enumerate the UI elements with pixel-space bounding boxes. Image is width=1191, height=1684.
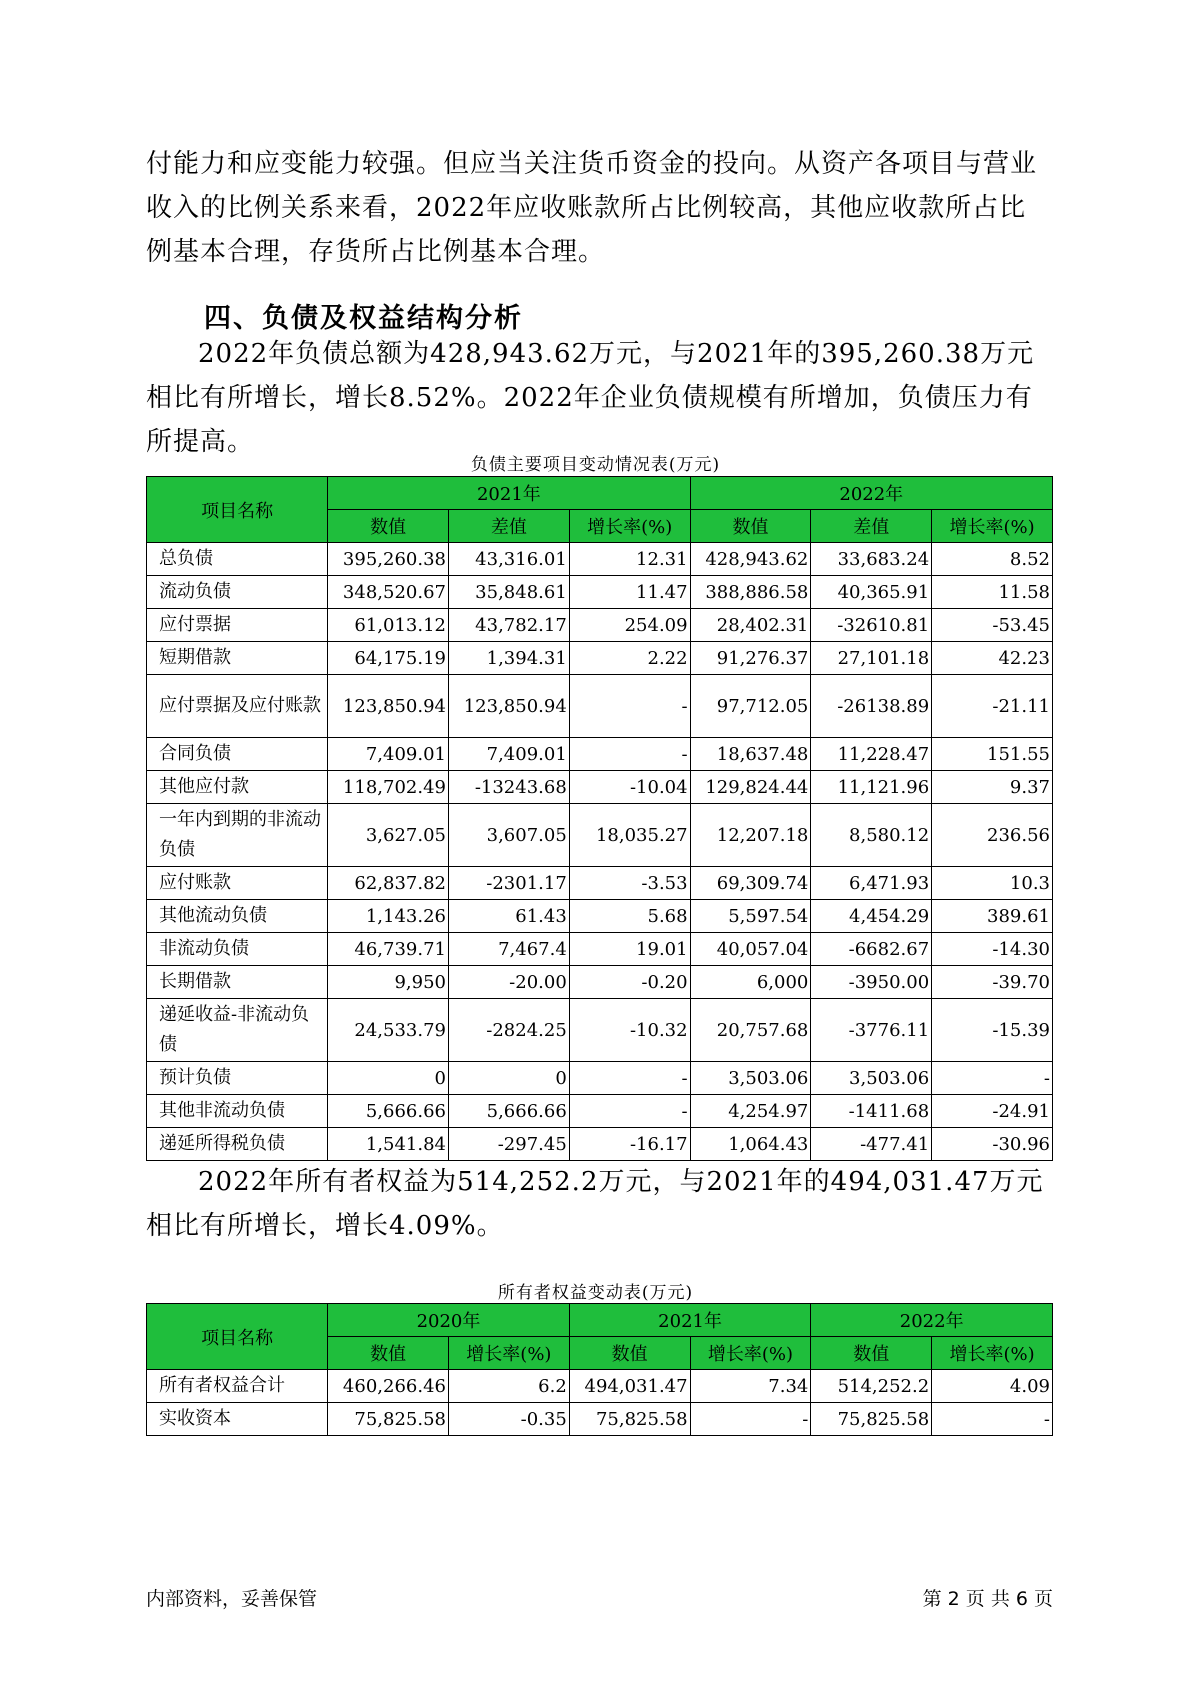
row-value-cell: 6,471.93: [811, 867, 932, 900]
row-item-name: 其他应付款: [147, 771, 328, 804]
footer-confidential-note: 内部资料，妥善保管: [146, 1588, 318, 1610]
row-value-cell: 97,712.05: [690, 675, 811, 738]
row-value-cell: 5,666.66: [328, 1095, 449, 1128]
row-item-name: 实收资本: [147, 1403, 328, 1436]
row-value-cell: 1,394.31: [448, 642, 569, 675]
row-item-name: 所有者权益合计: [147, 1370, 328, 1403]
row-value-cell: 395,260.38: [328, 543, 449, 576]
row-value-cell: -14.30: [932, 933, 1053, 966]
sub-header: 增长率(%): [932, 510, 1053, 543]
row-value-cell: 1,541.84: [328, 1128, 449, 1161]
row-value-cell: 389.61: [932, 900, 1053, 933]
row-value-cell: 460,266.46: [328, 1370, 449, 1403]
row-value-cell: 7,409.01: [448, 738, 569, 771]
row-value-cell: -21.11: [932, 675, 1053, 738]
row-value-cell: 4.09: [932, 1370, 1053, 1403]
row-value-cell: 4,254.97: [690, 1095, 811, 1128]
sub-header: 增长率(%): [448, 1337, 569, 1370]
row-value-cell: -: [932, 1403, 1053, 1436]
row-value-cell: -: [569, 1062, 690, 1095]
year-header: 2020年: [328, 1304, 570, 1337]
row-value-cell: 494,031.47: [569, 1370, 690, 1403]
row-value-cell: -13243.68: [448, 771, 569, 804]
row-value-cell: 236.56: [932, 804, 1053, 867]
row-value-cell: 20,757.68: [690, 999, 811, 1062]
sub-header: 数值: [811, 1337, 932, 1370]
table-row: [147, 576, 1053, 609]
row-value-cell: 91,276.37: [690, 642, 811, 675]
row-item-name: 其他流动负债: [147, 900, 328, 933]
sub-header: 差值: [811, 510, 932, 543]
equity-table: [146, 1303, 1053, 1436]
row-value-cell: 0: [448, 1062, 569, 1095]
row-item-name: 总负债: [147, 543, 328, 576]
year-header: 2022年: [690, 477, 1052, 510]
row-value-cell: -: [932, 1062, 1053, 1095]
year-header: 2022年: [811, 1304, 1053, 1337]
table-row: [147, 1062, 1053, 1095]
table-row: [147, 966, 1053, 999]
row-item-name: 非流动负债: [147, 933, 328, 966]
row-value-cell: 5,666.66: [448, 1095, 569, 1128]
row-value-cell: 118,702.49: [328, 771, 449, 804]
row-item-name: 应付票据及应付账款: [147, 675, 328, 738]
row-item-name: 其他非流动负债: [147, 1095, 328, 1128]
table-row: [147, 1370, 1053, 1403]
row-value-cell: 151.55: [932, 738, 1053, 771]
year-header: 2021年: [569, 1304, 811, 1337]
table-row: [147, 999, 1053, 1062]
table-row: [147, 738, 1053, 771]
table-row: [147, 642, 1053, 675]
row-value-cell: -3.53: [569, 867, 690, 900]
row-value-cell: 6,000: [690, 966, 811, 999]
row-value-cell: -20.00: [448, 966, 569, 999]
row-value-cell: 8,580.12: [811, 804, 932, 867]
table-row: [147, 609, 1053, 642]
row-value-cell: 75,825.58: [328, 1403, 449, 1436]
row-value-cell: -39.70: [932, 966, 1053, 999]
table-row: [147, 933, 1053, 966]
row-value-cell: 3,627.05: [328, 804, 449, 867]
table-row: [147, 1128, 1053, 1161]
table-row: [147, 867, 1053, 900]
row-value-cell: 388,886.58: [690, 576, 811, 609]
table-row: [147, 1403, 1053, 1436]
table-row: [147, 900, 1053, 933]
sub-header: 增长率(%): [690, 1337, 811, 1370]
liability-paragraph: 2022年负债总额为428,943.62万元，与2021年的395,260.38万元相比有所增长，增长8.52%。2022年企业负债规模有所增加，负债压力有所提高。: [146, 339, 1035, 457]
row-value-cell: -6682.67: [811, 933, 932, 966]
row-value-cell: 35,848.61: [448, 576, 569, 609]
row-value-cell: 43,782.17: [448, 609, 569, 642]
row-value-cell: -2824.25: [448, 999, 569, 1062]
sub-header: 增长率(%): [569, 510, 690, 543]
row-value-cell: 43,316.01: [448, 543, 569, 576]
row-value-cell: -: [569, 738, 690, 771]
row-value-cell: 11.58: [932, 576, 1053, 609]
table-row: [147, 771, 1053, 804]
row-value-cell: 123,850.94: [448, 675, 569, 738]
sub-header: 增长率(%): [932, 1337, 1053, 1370]
sub-header: 差值: [448, 510, 569, 543]
row-value-cell: -15.39: [932, 999, 1053, 1062]
row-value-cell: -2301.17: [448, 867, 569, 900]
row-value-cell: 3,607.05: [448, 804, 569, 867]
row-item-name: 递延收益-非流动负债: [147, 999, 328, 1062]
row-value-cell: 1,064.43: [690, 1128, 811, 1161]
equity-paragraph: 2022年所有者权益为514,252.2万元，与2021年的494,031.47万元相比有所增长，增长4.09%。: [146, 1167, 1044, 1241]
row-value-cell: -30.96: [932, 1128, 1053, 1161]
row-value-cell: 61.43: [448, 900, 569, 933]
row-value-cell: 129,824.44: [690, 771, 811, 804]
row-value-cell: 61,013.12: [328, 609, 449, 642]
sub-header: 数值: [328, 510, 449, 543]
row-value-cell: -26138.89: [811, 675, 932, 738]
row-value-cell: 62,837.82: [328, 867, 449, 900]
year-header: 2021年: [328, 477, 690, 510]
row-value-cell: 28,402.31: [690, 609, 811, 642]
row-value-cell: 6.2: [448, 1370, 569, 1403]
row-value-cell: 33,683.24: [811, 543, 932, 576]
row-value-cell: 40,365.91: [811, 576, 932, 609]
row-value-cell: 19.01: [569, 933, 690, 966]
row-value-cell: 46,739.71: [328, 933, 449, 966]
sub-header: 数值: [690, 510, 811, 543]
row-value-cell: 11,228.47: [811, 738, 932, 771]
row-value-cell: -0.35: [448, 1403, 569, 1436]
row-value-cell: -297.45: [448, 1128, 569, 1161]
row-item-name: 递延所得税负债: [147, 1128, 328, 1161]
row-value-cell: 12.31: [569, 543, 690, 576]
row-value-cell: 5,597.54: [690, 900, 811, 933]
row-value-cell: 10.3: [932, 867, 1053, 900]
row-value-cell: 3,503.06: [811, 1062, 932, 1095]
row-value-cell: -3950.00: [811, 966, 932, 999]
liability-table-caption: 负债主要项目变动情况表(万元): [470, 455, 721, 475]
table-row: [147, 675, 1053, 738]
row-value-cell: 348,520.67: [328, 576, 449, 609]
row-value-cell: 69,309.74: [690, 867, 811, 900]
row-value-cell: 42.23: [932, 642, 1053, 675]
row-value-cell: -3776.11: [811, 999, 932, 1062]
row-value-cell: -1411.68: [811, 1095, 932, 1128]
row-value-cell: -: [569, 1095, 690, 1128]
row-value-cell: 514,252.2: [811, 1370, 932, 1403]
row-value-cell: -477.41: [811, 1128, 932, 1161]
row-value-cell: 254.09: [569, 609, 690, 642]
row-value-cell: -0.20: [569, 966, 690, 999]
row-item-name: 一年内到期的非流动负债: [147, 804, 328, 867]
section-heading: 四、负债及权益结构分析: [204, 303, 523, 334]
row-value-cell: 2.22: [569, 642, 690, 675]
table-row: [147, 543, 1053, 576]
row-value-cell: -: [690, 1403, 811, 1436]
row-value-cell: 24,533.79: [328, 999, 449, 1062]
table-row: [147, 1095, 1053, 1128]
row-item-name: 应付票据: [147, 609, 328, 642]
row-value-cell: 8.52: [932, 543, 1053, 576]
row-value-cell: 12,207.18: [690, 804, 811, 867]
row-value-cell: 1,143.26: [328, 900, 449, 933]
table-row: [147, 804, 1053, 867]
item-name-header: 项目名称: [147, 1304, 328, 1370]
row-value-cell: 428,943.62: [690, 543, 811, 576]
row-item-name: 应付账款: [147, 867, 328, 900]
row-value-cell: 0: [328, 1062, 449, 1095]
row-value-cell: -10.04: [569, 771, 690, 804]
sub-header: 数值: [569, 1337, 690, 1370]
row-item-name: 预计负债: [147, 1062, 328, 1095]
row-value-cell: 3,503.06: [690, 1062, 811, 1095]
row-item-name: 合同负债: [147, 738, 328, 771]
row-value-cell: 123,850.94: [328, 675, 449, 738]
row-value-cell: 4,454.29: [811, 900, 932, 933]
row-value-cell: -: [569, 675, 690, 738]
row-value-cell: -24.91: [932, 1095, 1053, 1128]
row-value-cell: -53.45: [932, 609, 1053, 642]
row-value-cell: 18,035.27: [569, 804, 690, 867]
row-item-name: 流动负债: [147, 576, 328, 609]
row-value-cell: -32610.81: [811, 609, 932, 642]
row-value-cell: 9,950: [328, 966, 449, 999]
row-value-cell: 64,175.19: [328, 642, 449, 675]
row-value-cell: 5.68: [569, 900, 690, 933]
row-value-cell: 18,637.48: [690, 738, 811, 771]
row-value-cell: 7.34: [690, 1370, 811, 1403]
row-value-cell: 27,101.18: [811, 642, 932, 675]
row-value-cell: 11,121.96: [811, 771, 932, 804]
row-value-cell: 11.47: [569, 576, 690, 609]
row-item-name: 长期借款: [147, 966, 328, 999]
footer-page-number: 第 2 页 共 6 页: [922, 1588, 1053, 1610]
equity-table-caption: 所有者权益变动表(万元): [497, 1283, 694, 1303]
row-value-cell: 40,057.04: [690, 933, 811, 966]
row-value-cell: 75,825.58: [811, 1403, 932, 1436]
row-value-cell: 7,467.4: [448, 933, 569, 966]
sub-header: 数值: [328, 1337, 449, 1370]
row-value-cell: 7,409.01: [328, 738, 449, 771]
intro-paragraph: 付能力和应变能力较强。但应当关注货币资金的投向。从资产各项目与营业收入的比例关系来看，2022年应收账款所占比例较高，其他应收款所占比例基本合理，存货所占比例基本合理。: [146, 149, 1038, 267]
row-value-cell: -16.17: [569, 1128, 690, 1161]
row-value-cell: -10.32: [569, 999, 690, 1062]
row-value-cell: 9.37: [932, 771, 1053, 804]
row-value-cell: 75,825.58: [569, 1403, 690, 1436]
item-name-header: 项目名称: [147, 477, 328, 543]
row-item-name: 短期借款: [147, 642, 328, 675]
liability-table: [146, 476, 1053, 1161]
